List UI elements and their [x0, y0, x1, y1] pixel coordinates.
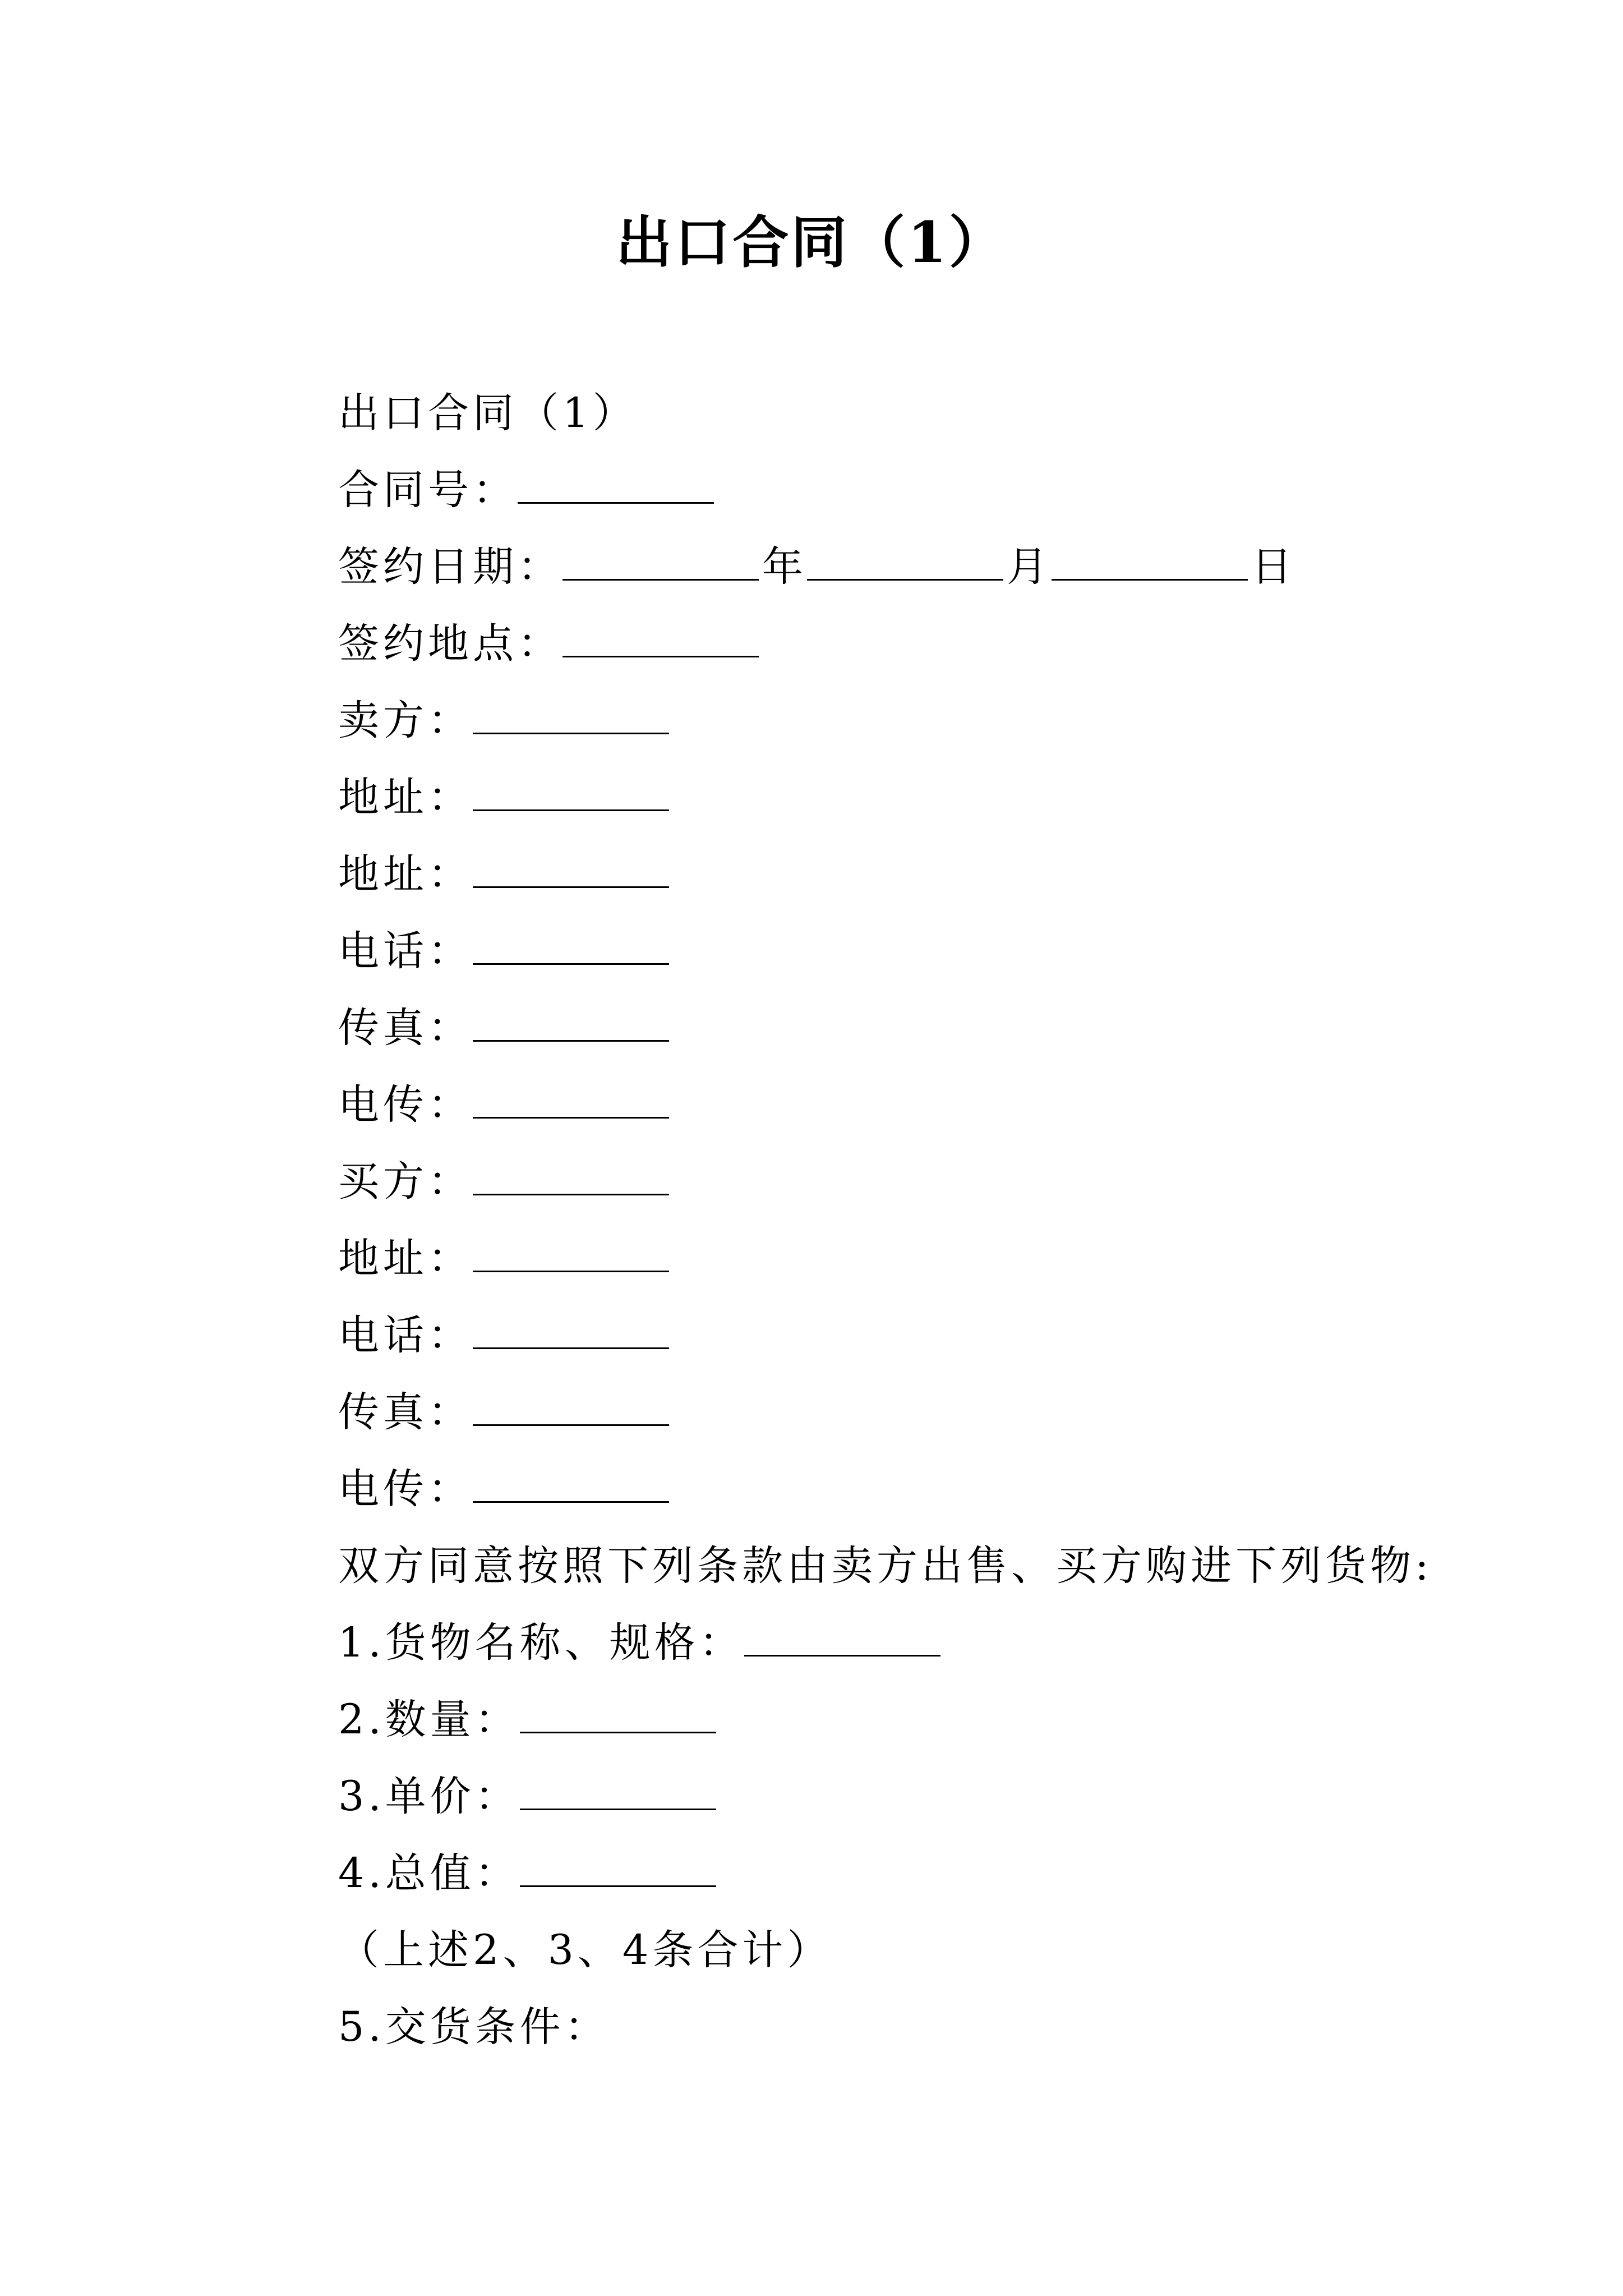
line-label: 签约地点： — [338, 620, 562, 668]
line-label: 电话： — [338, 1312, 473, 1359]
line-label: 地址： — [338, 1235, 473, 1282]
blank-field[interactable] — [473, 999, 669, 1042]
blank-field[interactable] — [473, 769, 669, 811]
line-label: 传真： — [338, 1388, 473, 1436]
blank-field[interactable] — [473, 692, 669, 734]
line-label: 5.交货条件： — [338, 2003, 610, 2051]
line-text: 出口合同（1） — [338, 389, 638, 437]
month-label: 月 — [1007, 543, 1052, 591]
day-label: 日 — [1251, 543, 1296, 591]
year-blank[interactable] — [562, 538, 759, 581]
delivery-terms-line — [338, 1989, 1482, 2065]
document-title: 出口合同（1） — [616, 209, 1007, 275]
line-label: 电传： — [338, 1081, 473, 1129]
blank-field[interactable] — [473, 1306, 669, 1349]
signing-place-line — [338, 605, 1482, 682]
buyer-fax-line — [338, 1374, 1482, 1451]
line-label: 地址： — [338, 850, 473, 898]
agreement-statement — [338, 1527, 1482, 1604]
line-label: 1.货物名称、规格： — [338, 1619, 744, 1667]
line-label: 2.数量： — [338, 1696, 520, 1743]
blank-field[interactable] — [473, 1076, 669, 1119]
goods-name-line — [338, 1604, 1482, 1681]
month-blank[interactable] — [807, 538, 1003, 581]
buyer-phone-line — [338, 1297, 1482, 1374]
contract-body — [338, 375, 1482, 2065]
buyer-line — [338, 1143, 1482, 1220]
seller-phone-line — [338, 913, 1482, 990]
buyer-address-line — [338, 1220, 1482, 1297]
unit-price-line — [338, 1758, 1482, 1835]
blank-field[interactable] — [473, 1460, 669, 1503]
line-label: 卖方： — [338, 697, 473, 744]
line-label: 传真： — [338, 1004, 473, 1052]
blank-field[interactable] — [520, 1691, 716, 1733]
contract-heading — [338, 375, 1482, 452]
seller-telex-line — [338, 1066, 1482, 1143]
blank-field[interactable] — [744, 1614, 940, 1657]
blank-field[interactable] — [473, 1230, 669, 1272]
blank-field[interactable] — [520, 1768, 716, 1810]
contract-number-line — [338, 452, 1482, 528]
quantity-line — [338, 1681, 1482, 1758]
blank-field[interactable] — [518, 461, 714, 504]
day-blank[interactable] — [1052, 538, 1248, 581]
line-label: 地址： — [338, 774, 473, 821]
blank-field[interactable] — [473, 845, 669, 888]
line-label: 签约日期： — [338, 543, 562, 591]
line-label: 3.单价： — [338, 1773, 520, 1820]
blank-field[interactable] — [520, 1844, 716, 1887]
year-label: 年 — [762, 543, 807, 591]
line-text: （上述2、3、4条合计） — [338, 1926, 832, 1974]
total-value-line — [338, 1835, 1482, 1912]
line-label: 电传： — [338, 1465, 473, 1513]
blank-field[interactable] — [473, 922, 669, 965]
line-text: 双方同意按照下列条款由卖方出售、买方购进下列货物: — [338, 1542, 1433, 1590]
line-label: 买方： — [338, 1158, 473, 1205]
signing-date-line — [338, 528, 1482, 605]
line-label: 合同号： — [338, 466, 518, 514]
line-label: 4.总值： — [338, 1849, 520, 1897]
seller-fax-line — [338, 990, 1482, 1066]
seller-address-line-2 — [338, 836, 1482, 913]
seller-line — [338, 682, 1482, 759]
total-note-line — [338, 1912, 1482, 1989]
buyer-telex-line — [338, 1451, 1482, 1527]
line-label: 电话： — [338, 927, 473, 975]
blank-field[interactable] — [473, 1383, 669, 1426]
blank-field[interactable] — [562, 615, 759, 657]
seller-address-line — [338, 759, 1482, 836]
blank-field[interactable] — [473, 1153, 669, 1195]
